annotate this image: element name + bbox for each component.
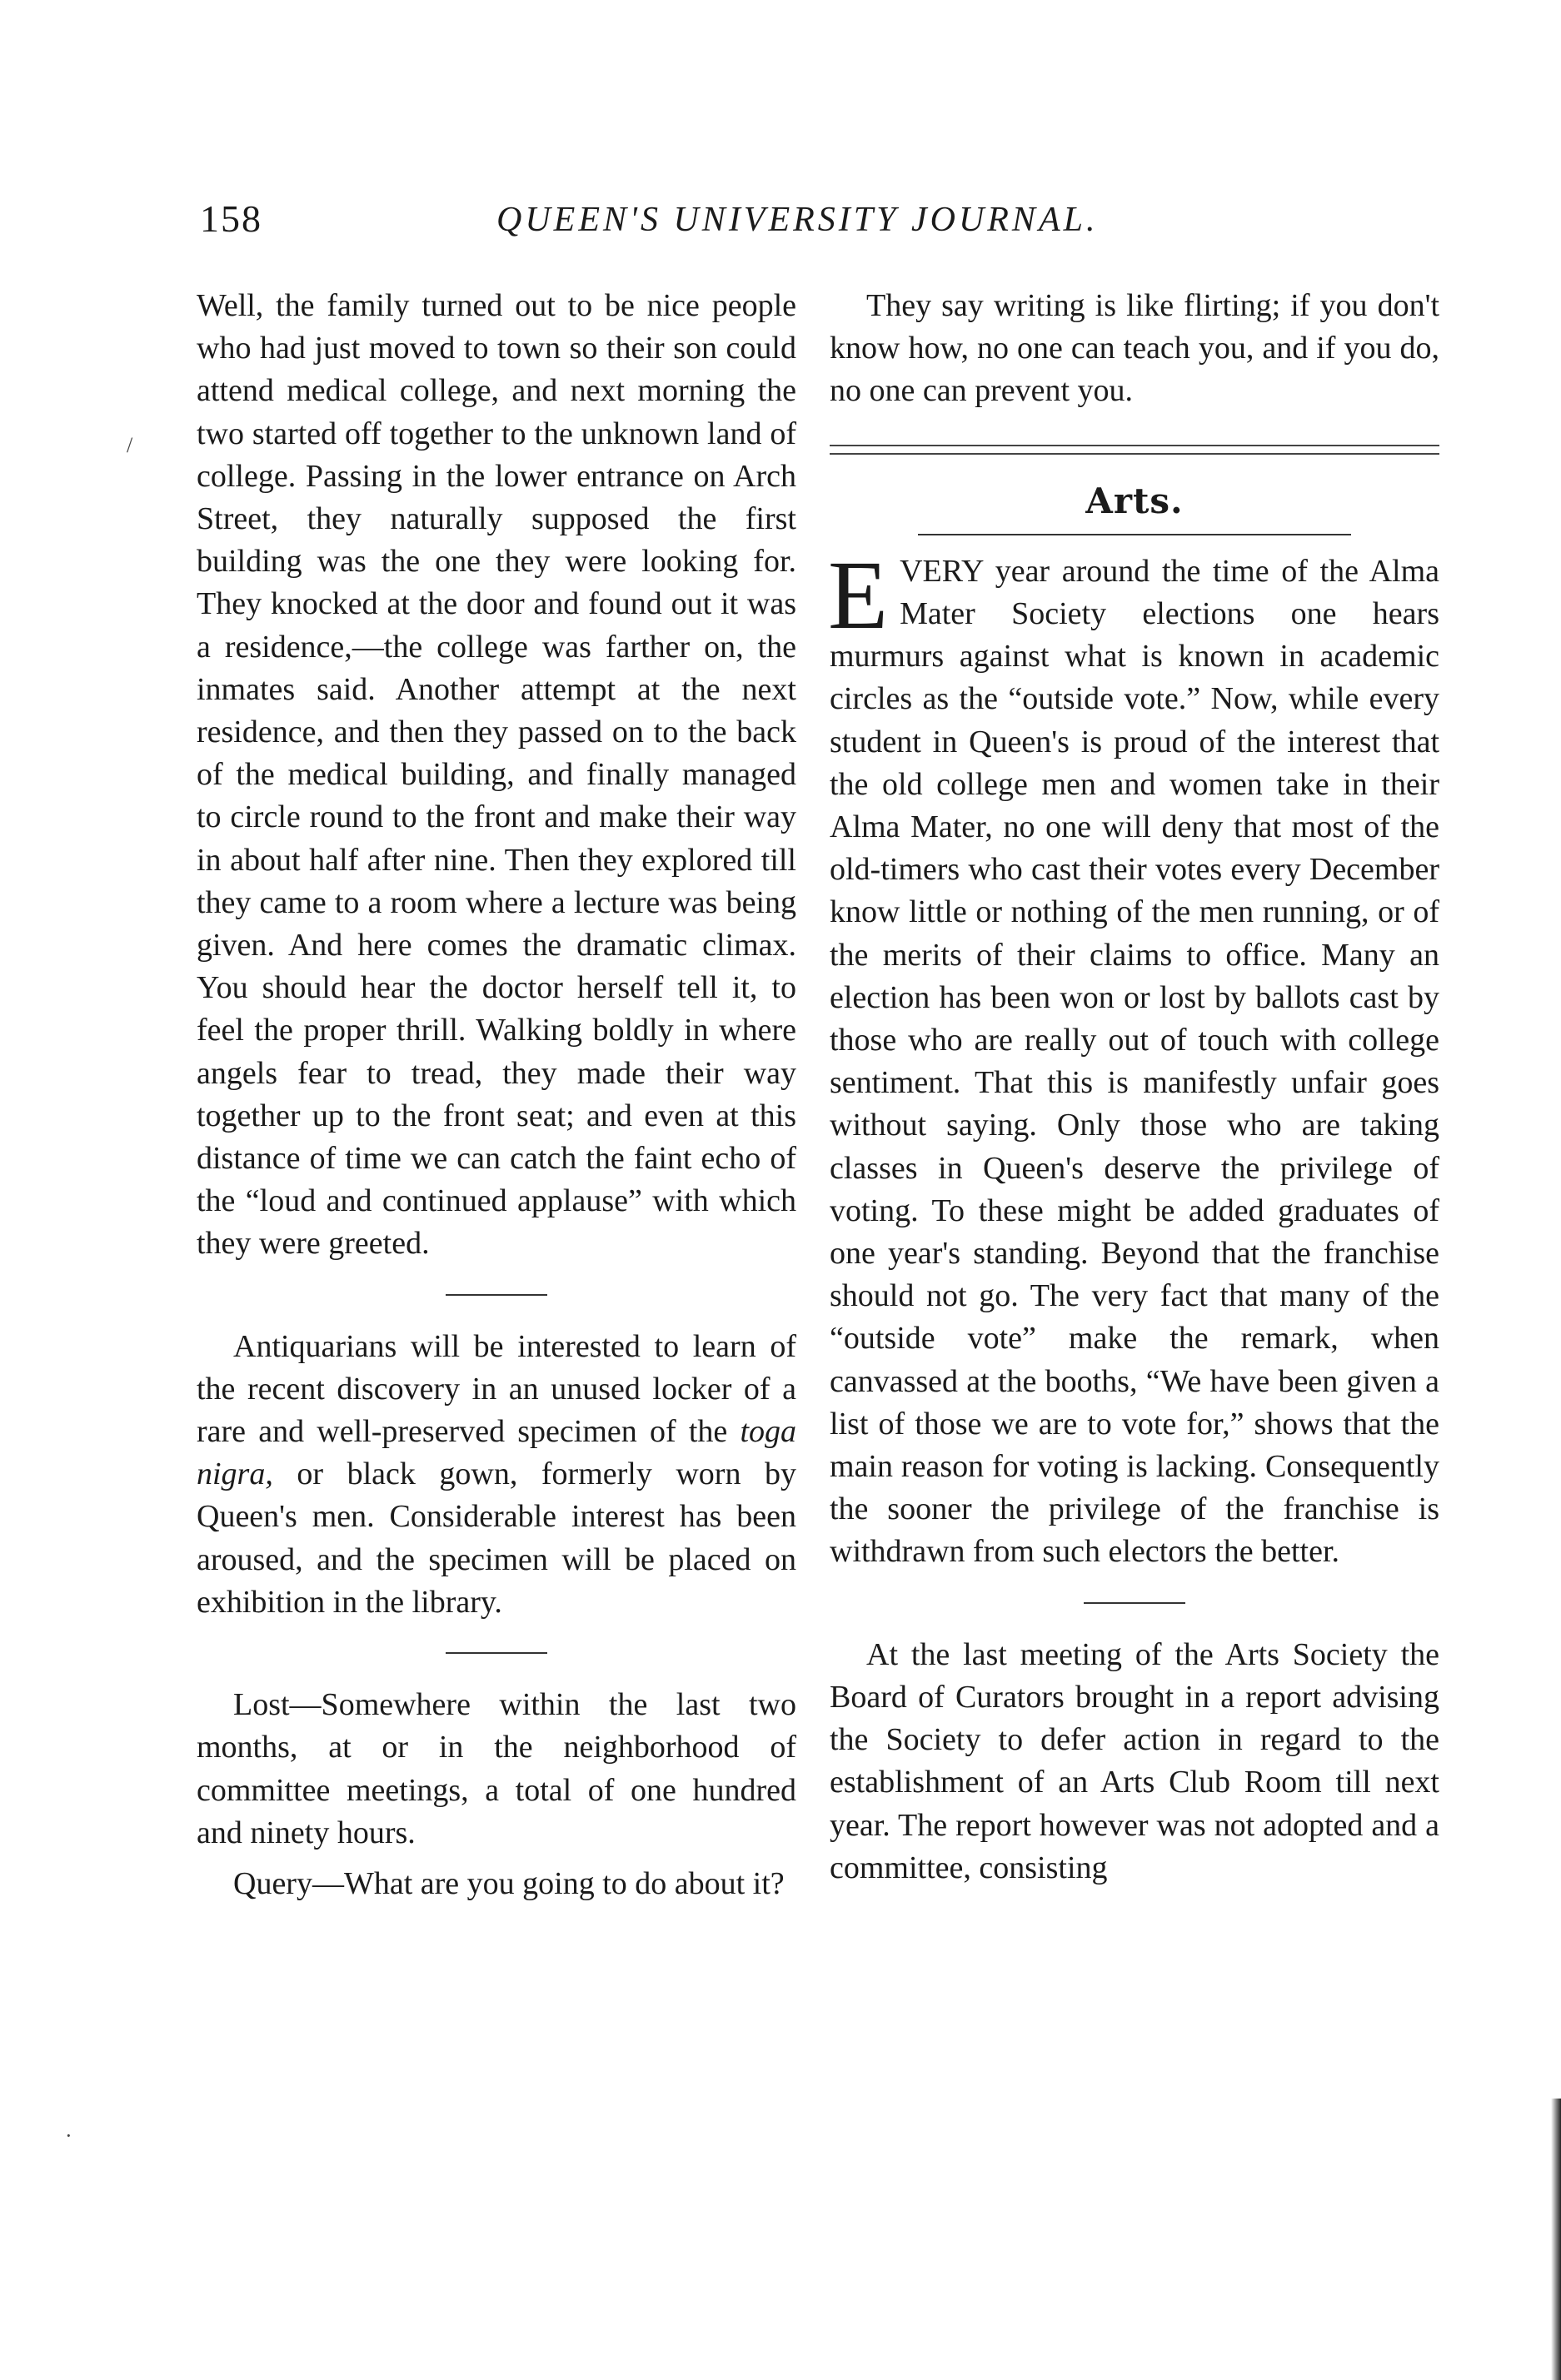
running-head: QUEEN'S UNIVERSITY JOURNAL. [496,201,1099,239]
antiquarians-text-start: Antiquarians will be interested to learn of the recent discovery in an unused locker of a rare and well-preserved specimen of the [197,1328,796,1450]
article-paragraph-lost: Lost—Somewhere within the last two months, at or in the neighborhood of committee meetings, a total of one hundred and ninety hours. [197,1687,796,1850]
elections-text: VERY year around the time of the Alma Mater Society elections one hears murmurs against what is known in academic circles as the “outside vote.” Now, while every student in Queen's is proud of the interest that the old college men and women take in their Alma Mater, no one will deny that most of the old-timers who cast their votes every December know little or nothing of the men running, or of the merits of their claims to office. Many an election has been won or lost by ballots cast by those who are really out of touch with college sentiment. That this is manifestly unfair goes without saying. Only those who are taking classes in Queen's deserve the privilege of voting. To these might be added graduates of one year's standing. Beyond that the franchise should not go. The very fact that many of the “outside vote” make the remark, when canvassed at the booths, “We have been given a list of those we are to vote for,” shows that the main reason for voting is lacking. Consequently the sooner the privilege of the franchise is withdrawn from such electors the better. [830,553,1439,1570]
scan-edge-shadow [1551,2099,1561,2380]
article-paragraph-elections [828,540,1439,1574]
stray-pencil-mark: / [127,433,133,457]
article-paragraph-arts-society: At the last meeting of the Arts Society the Board of Curators brought in a report advising the Society to defer action in regard to the establishment of an Arts Club Room till next year. The report however was not adopted and a committee, consisting [830,1636,1439,1885]
section-divider [1084,1602,1185,1604]
section-divider [446,1294,547,1296]
page-number: 158 [200,197,262,240]
section-heading-arts: Arts. [1085,480,1184,521]
antiquarians-text-end: or black gown, formerly worn by Queen's men. Considerable interest has been aroused, and the specimen will be placed on exhibition in the library. [197,1456,796,1620]
article-paragraph-family: Well, the family turned out to be nice people who had just moved to town so their son could attend medical college, and next morning the two started off together to the unknown land of college. Passing in the lower entrance on Arch Street, they naturally supposed the first building was the one they were looking for. They knocked at the door and found out it was a residence,—the college was farther on, the inmates said. Another attempt at the next residence, and then they passed on to the back of the medical building, and finally managed to circle round to the front and make their way in about half after nine. Then they explored till they came to a room where a lecture was being given. And here comes the dramatic climax. You should hear the doctor herself tell it, to feel the proper thrill. Walking boldly in where angels fear to tread, they made their way together up to the front seat; and even at this distance of time we can catch the faint echo of the “loud and continued applause” with which they were greeted. [197,288,796,1262]
article-paragraph-writing: They say writing is like flirting; if you don't know how, no one can teach you, and if you do, no one can prevent you. [830,288,1439,409]
drop-cap-letter: E [828,540,889,650]
heading-rule [918,534,1351,535]
left-column [197,285,796,1905]
right-column [830,285,1439,1890]
article-paragraph-query: Query—What are you going to do about it? [233,1865,785,1901]
double-rule-divider [830,445,1439,455]
toga-nigra-term: toga nigra, [197,1414,796,1492]
article-paragraph-antiquarians [197,1326,796,1624]
stray-ink-dot: · [65,2124,72,2148]
section-divider [446,1652,547,1654]
